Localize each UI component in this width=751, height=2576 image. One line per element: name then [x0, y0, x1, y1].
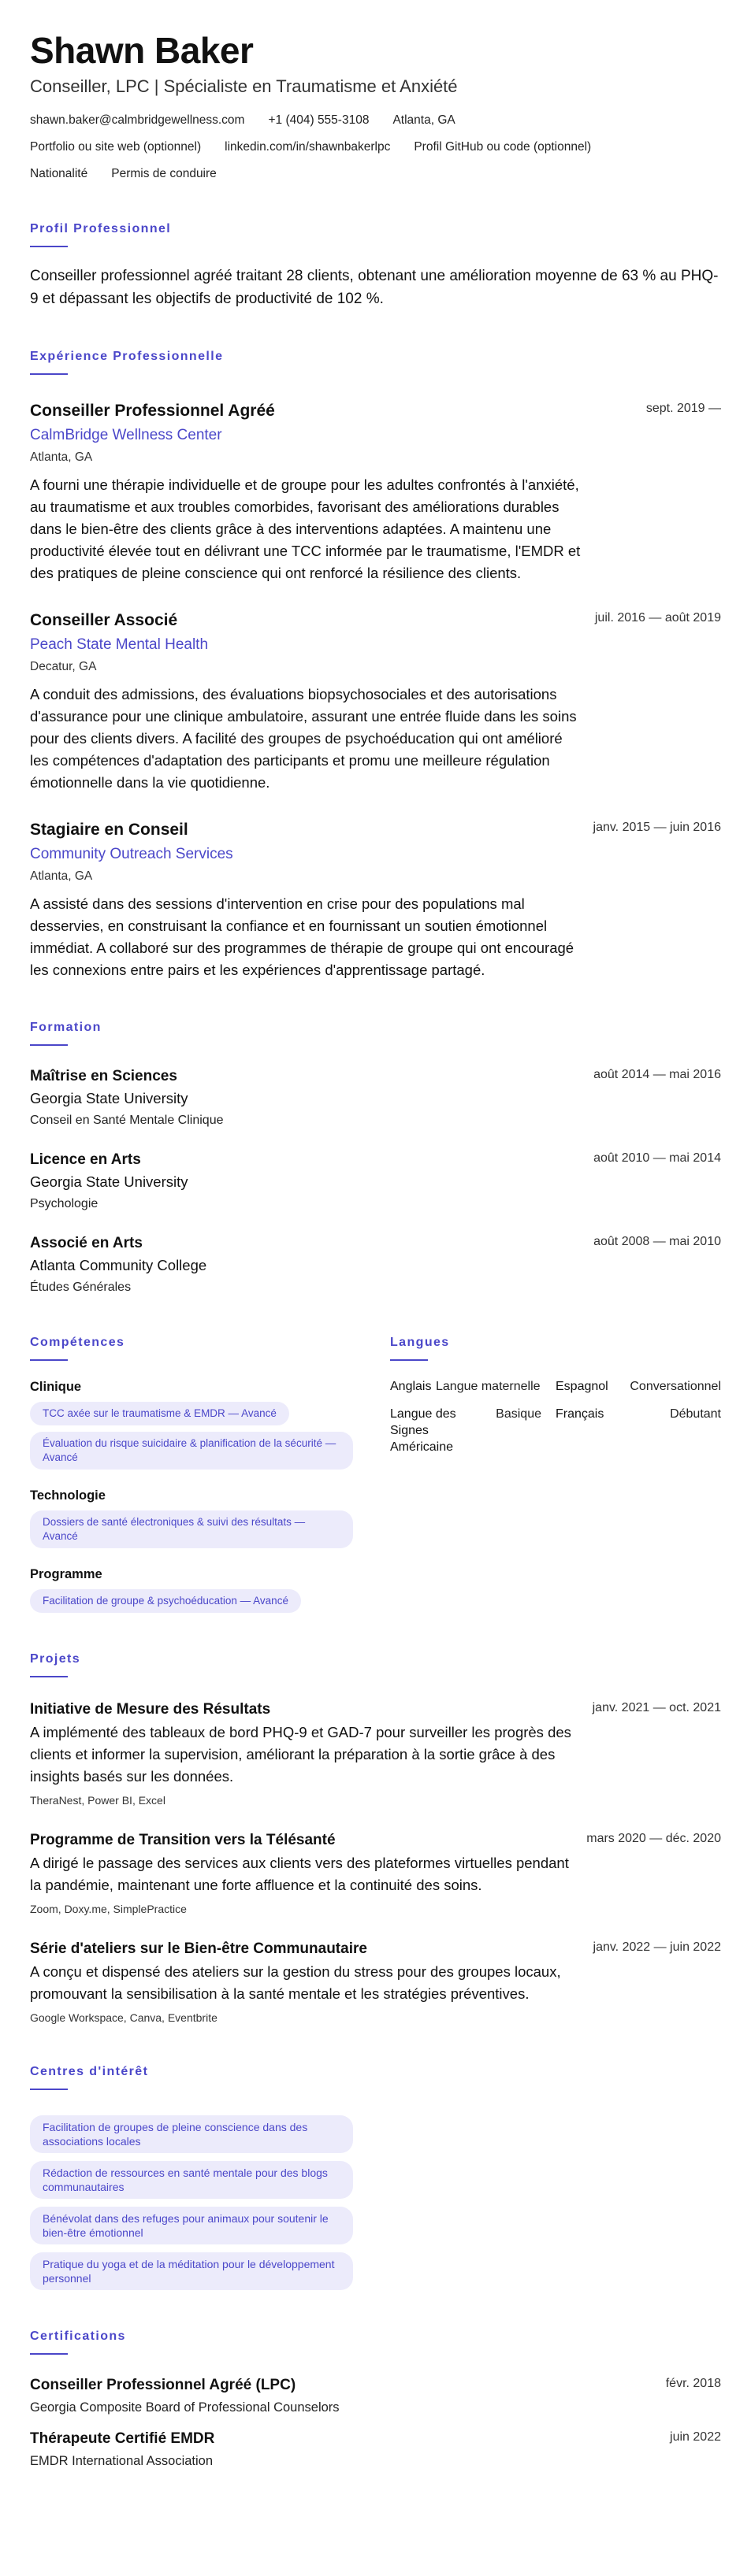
experience-entry — [30, 610, 721, 794]
job-date: janv. 2015 — juin 2016 — [593, 821, 721, 834]
project-description: A dirigé le passage des services aux clients vers des plateformes virtuelles pendant la pandémie, maintenant une forte affluence et la continuité des soins. — [30, 1855, 569, 1893]
experience-entry — [30, 819, 721, 981]
job-location: Atlanta, GA — [30, 450, 93, 464]
skill-tag: Évaluation du risque suicidaire & planification de la sécurité — Avancé — [30, 1432, 353, 1470]
degree-title: Associé en Arts — [30, 1235, 143, 1251]
license-text: Permis de conduire — [111, 167, 217, 180]
skill-tag: TCC axée sur le traumatisme & EMDR — Avancé — [30, 1402, 289, 1425]
section-title: Centres d'intérêt — [30, 2065, 149, 2078]
language-name: Anglais — [390, 1380, 432, 1393]
job-title: Conseiller Professionnel Agréé — [30, 402, 275, 420]
section-divider — [390, 1359, 428, 1361]
section-divider — [30, 246, 68, 247]
degree-title: Licence en Arts — [30, 1151, 141, 1168]
profile-summary: Conseiller professionnel agréé traitant 28 clients, obtenant une amélioration moyenne de 63 % au PHQ-9 et dépassant les objectifs de productivité de 102 %. — [30, 268, 719, 307]
section-divider — [30, 2089, 68, 2090]
interest-tag: Rédaction de ressources en santé mentale pour des blogs communautaires — [30, 2161, 353, 2199]
job-description: A conduit des admissions, des évaluations biopsychosociales et des autorisations d'assurance pour une clinique ambulatoire, assurant une entrée fluide dans les soins pour des clients divers. A facilité des groupes de psychoéducation qui ont amélioré les compétences d'adaptation des participants et promu une meilleure régulation émotionnelle dans la vie quotidienne. — [30, 686, 577, 791]
section-divider — [30, 373, 68, 375]
certification-issuer: EMDR International Association — [30, 2454, 214, 2468]
degree-date: août 2010 — mai 2014 — [593, 1151, 721, 1165]
experience-entry — [30, 400, 721, 584]
project-title: Programme de Transition vers la Télésanté — [30, 1832, 336, 1848]
job-description: A fourni une thérapie individuelle et de groupe pour les adultes confrontés à l'anxiété, au traumatisme et aux troubles comorbides, favorisant des améliorations durables dans le bien-être des clients grâce à des interventions adaptées. A maintenu une productivité élevée tout en délivrant une TCC informée par le traumatisme, l'EMDR et des pratiques de pleine conscience qui ont renforcé la résilience des clients. — [30, 476, 581, 581]
section-title: Projets — [30, 1652, 81, 1666]
language-name: Espagnol — [556, 1380, 608, 1393]
language-row — [390, 1406, 721, 1455]
education-entry — [30, 1150, 721, 1213]
language-row — [390, 1378, 721, 1395]
degree-date: août 2014 — mai 2016 — [593, 1068, 721, 1081]
contact-row-links — [30, 139, 721, 156]
skills-languages-row — [30, 1334, 721, 1613]
section-divider — [30, 1044, 68, 1046]
degree-title: Maîtrise en Sciences — [30, 1068, 177, 1084]
headline: Conseiller, LPC | Spécialiste en Traumatisme et Anxiété — [30, 76, 458, 96]
linkedin-link[interactable]: linkedin.com/in/shawnbakerlpc — [225, 140, 391, 154]
project-tech: TheraNest, Power BI, Excel — [30, 1794, 165, 1807]
language-level: Débutant — [670, 1407, 721, 1421]
project-date: mars 2020 — déc. 2020 — [586, 1832, 721, 1845]
skill-category: Technologie — [30, 1488, 106, 1503]
certification-issuer: Georgia Composite Board of Professional Counselors — [30, 2400, 340, 2415]
employer-name: Peach State Mental Health — [30, 636, 209, 653]
certification-date: juin 2022 — [670, 2430, 721, 2444]
skill-list — [30, 1583, 353, 1613]
skill-list — [30, 1504, 353, 1548]
interest-tag: Pratique du yoga et de la méditation pour le développement personnel — [30, 2252, 353, 2290]
job-title: Conseiller Associé — [30, 611, 178, 629]
language-item — [556, 1406, 721, 1455]
section-profile — [30, 221, 721, 310]
section-languages — [390, 1334, 721, 1613]
employer-name: Community Outreach Services — [30, 846, 233, 862]
job-title: Stagiaire en Conseil — [30, 821, 188, 839]
project-entry — [30, 1830, 721, 1917]
contact-row-primary — [30, 112, 721, 129]
certification-title: Thérapeute Certifié EMDR — [30, 2430, 215, 2447]
project-description: A conçu et dispensé des ateliers sur la gestion du stress pour des groupes locaux, promouvant la sensibilisation à la santé mentale et les stratégies préventives. — [30, 1963, 561, 2002]
section-projects — [30, 1651, 721, 2026]
person-name: Shawn Baker — [30, 30, 254, 71]
interest-list — [30, 2107, 721, 2290]
job-location: Atlanta, GA — [30, 869, 93, 883]
section-title: Expérience Professionnelle — [30, 350, 224, 363]
language-level: Langue maternelle — [436, 1380, 541, 1393]
job-location: Decatur, GA — [30, 660, 97, 673]
language-item — [556, 1378, 721, 1395]
certification-date: févr. 2018 — [665, 2377, 721, 2390]
education-entry — [30, 1233, 721, 1296]
skill-category: Programme — [30, 1567, 102, 1581]
field-of-study: Études Générales — [30, 1281, 132, 1294]
language-name: Langue des Signes Américaine — [390, 1407, 456, 1454]
email-link[interactable]: shawn.baker@calmbridgewellness.com — [30, 113, 245, 127]
project-description: A implémenté des tableaux de bord PHQ-9 et GAD-7 pour surveiller les progrès des clients et informer la supervision, améliorant la préparation à la sortie grâce à des insights basés sur les données. — [30, 1724, 571, 1785]
project-title: Série d'ateliers sur le Bien-être Communautaire — [30, 1940, 367, 1957]
degree-date: août 2008 — mai 2010 — [593, 1235, 721, 1248]
employer-name: CalmBridge Wellness Center — [30, 427, 222, 443]
certification-entry — [30, 2375, 721, 2416]
project-entry — [30, 1699, 721, 1808]
school-name: Georgia State University — [30, 1173, 188, 1190]
location-text: Atlanta, GA — [392, 113, 455, 127]
job-date: juil. 2016 — août 2019 — [594, 611, 721, 625]
interest-tag: Facilitation de groupes de pleine conscience dans des associations locales — [30, 2115, 353, 2153]
github-link[interactable]: Profil GitHub ou code (optionnel) — [414, 140, 592, 154]
skill-list — [30, 1395, 353, 1470]
education-entry — [30, 1066, 721, 1129]
language-level: Basique — [496, 1407, 541, 1421]
project-entry — [30, 1939, 721, 2026]
job-date: sept. 2019 — — [645, 402, 721, 415]
certification-entry — [30, 2429, 721, 2470]
resume-header — [30, 30, 721, 183]
section-experience — [30, 348, 721, 981]
project-date: janv. 2021 — oct. 2021 — [592, 1701, 721, 1714]
language-name: Français — [556, 1407, 604, 1421]
language-item — [390, 1406, 556, 1455]
project-tech: Zoom, Doxy.me, SimplePractice — [30, 1903, 187, 1915]
section-certifications — [30, 2328, 721, 2470]
section-title: Profil Professionnel — [30, 222, 172, 235]
section-title: Certifications — [30, 2330, 126, 2343]
field-of-study: Psychologie — [30, 1197, 99, 1210]
certification-title: Conseiller Professionnel Agréé (LPC) — [30, 2377, 296, 2393]
school-name: Georgia State University — [30, 1090, 188, 1106]
nationality-text: Nationalité — [30, 167, 88, 180]
project-tech: Google Workspace, Canva, Eventbrite — [30, 2011, 217, 2024]
section-education — [30, 1019, 721, 1296]
portfolio-link[interactable]: Portfolio ou site web (optionnel) — [30, 140, 202, 154]
phone-text: +1 (404) 555-3108 — [268, 113, 370, 127]
language-item — [390, 1378, 556, 1395]
section-divider — [30, 1359, 68, 1361]
project-date: janv. 2022 — juin 2022 — [593, 1940, 721, 1954]
section-title: Langues — [390, 1336, 450, 1349]
school-name: Atlanta Community College — [30, 1257, 207, 1273]
project-title: Initiative de Mesure des Résultats — [30, 1701, 271, 1718]
section-interests — [30, 2063, 721, 2290]
skill-tag: Dossiers de santé électroniques & suivi des résultats — Avancé — [30, 1510, 353, 1548]
section-skills — [30, 1334, 353, 1613]
skill-tag: Facilitation de groupe & psychoéducation — Avancé — [30, 1589, 301, 1613]
resume-page — [30, 30, 721, 2470]
section-divider — [30, 2353, 68, 2355]
contact-row-extra — [30, 165, 721, 183]
section-divider — [30, 1676, 68, 1677]
language-level: Conversationnel — [630, 1380, 721, 1393]
field-of-study: Conseil en Santé Mentale Clinique — [30, 1114, 224, 1127]
job-description: A assisté dans des sessions d'intervention en crise pour des populations mal desservies, en construisant la confiance et en fournissant un soutien émotionnel immédiat. A collaboré sur des programmes de thérapie de groupe qui ont encouragé les connexions entre pairs et les expériences d'apprentissage partagé. — [30, 895, 574, 978]
section-title: Formation — [30, 1021, 102, 1034]
section-title: Compétences — [30, 1336, 125, 1349]
interest-tag: Bénévolat dans des refuges pour animaux pour soutenir le bien-être émotionnel — [30, 2207, 353, 2244]
skill-category: Clinique — [30, 1380, 82, 1394]
